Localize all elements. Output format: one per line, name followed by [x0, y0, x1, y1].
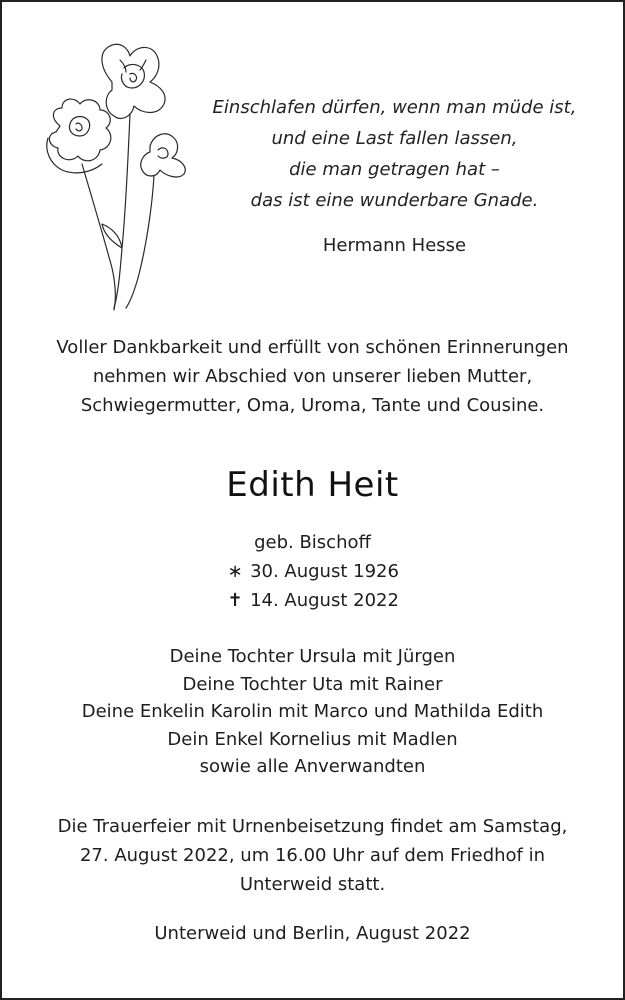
birth-name: geb. Bischoff [254, 532, 371, 553]
birth-date-line [2, 557, 623, 586]
deceased-name: Edith Heit [226, 465, 399, 505]
closing-line: Unterweid und Berlin, August 2022 [154, 923, 471, 944]
service-line: 27. August 2022, um 16.00 Uhr auf dem Friedhof in [79, 845, 546, 866]
mourner-line: Dein Enkel Kornelius mit Madlen [167, 728, 458, 750]
mourner-line: Deine Tochter Uta mit Rainer [182, 673, 443, 695]
mourner-line: Deine Enkelin Karolin mit Marco und Mathilda Edith [81, 701, 544, 722]
place-and-date [2, 919, 623, 948]
funeral-service-info [2, 812, 623, 899]
intro-line: Voller Dankbarkeit und erfüllt von schönen Erinnerungen [56, 337, 569, 358]
life-dates [2, 528, 623, 615]
death-date: 14. August 2022 [250, 590, 399, 611]
quote-line: das ist eine wunderbare Gnade. [250, 190, 539, 211]
quote-line: die man getragen hat – [289, 159, 500, 180]
service-line: Die Trauerfeier mit Urnenbeisetzung findet am Samstag, [57, 816, 568, 837]
mourner-line: sowie alle Anverwandten [199, 756, 426, 777]
intro-text [2, 333, 623, 420]
intro-line: Schwiegermutter, Oma, Uroma, Tante und Cousine. [80, 395, 545, 416]
service-line: Unterweid statt. [239, 874, 386, 895]
quote-author: Hermann Hesse [322, 235, 467, 256]
mourners-list [2, 643, 623, 781]
mourner-line: Deine Tochter Ursula mit Jürgen [169, 646, 456, 667]
quote-line: und eine Last fallen lassen, [271, 128, 518, 149]
hesse-quote [202, 92, 587, 258]
quote-line: Einschlafen dürfen, wenn man müde ist, [212, 97, 577, 118]
death-date-line [2, 586, 623, 615]
birth-star-icon: ∗ [227, 561, 243, 582]
poppy-flowers-icon [42, 38, 192, 314]
cross-icon: ✝ [227, 590, 243, 611]
birth-date: 30. August 1926 [250, 561, 399, 582]
intro-line: nehmen wir Abschied von unserer lieben Mutter, [92, 366, 533, 387]
